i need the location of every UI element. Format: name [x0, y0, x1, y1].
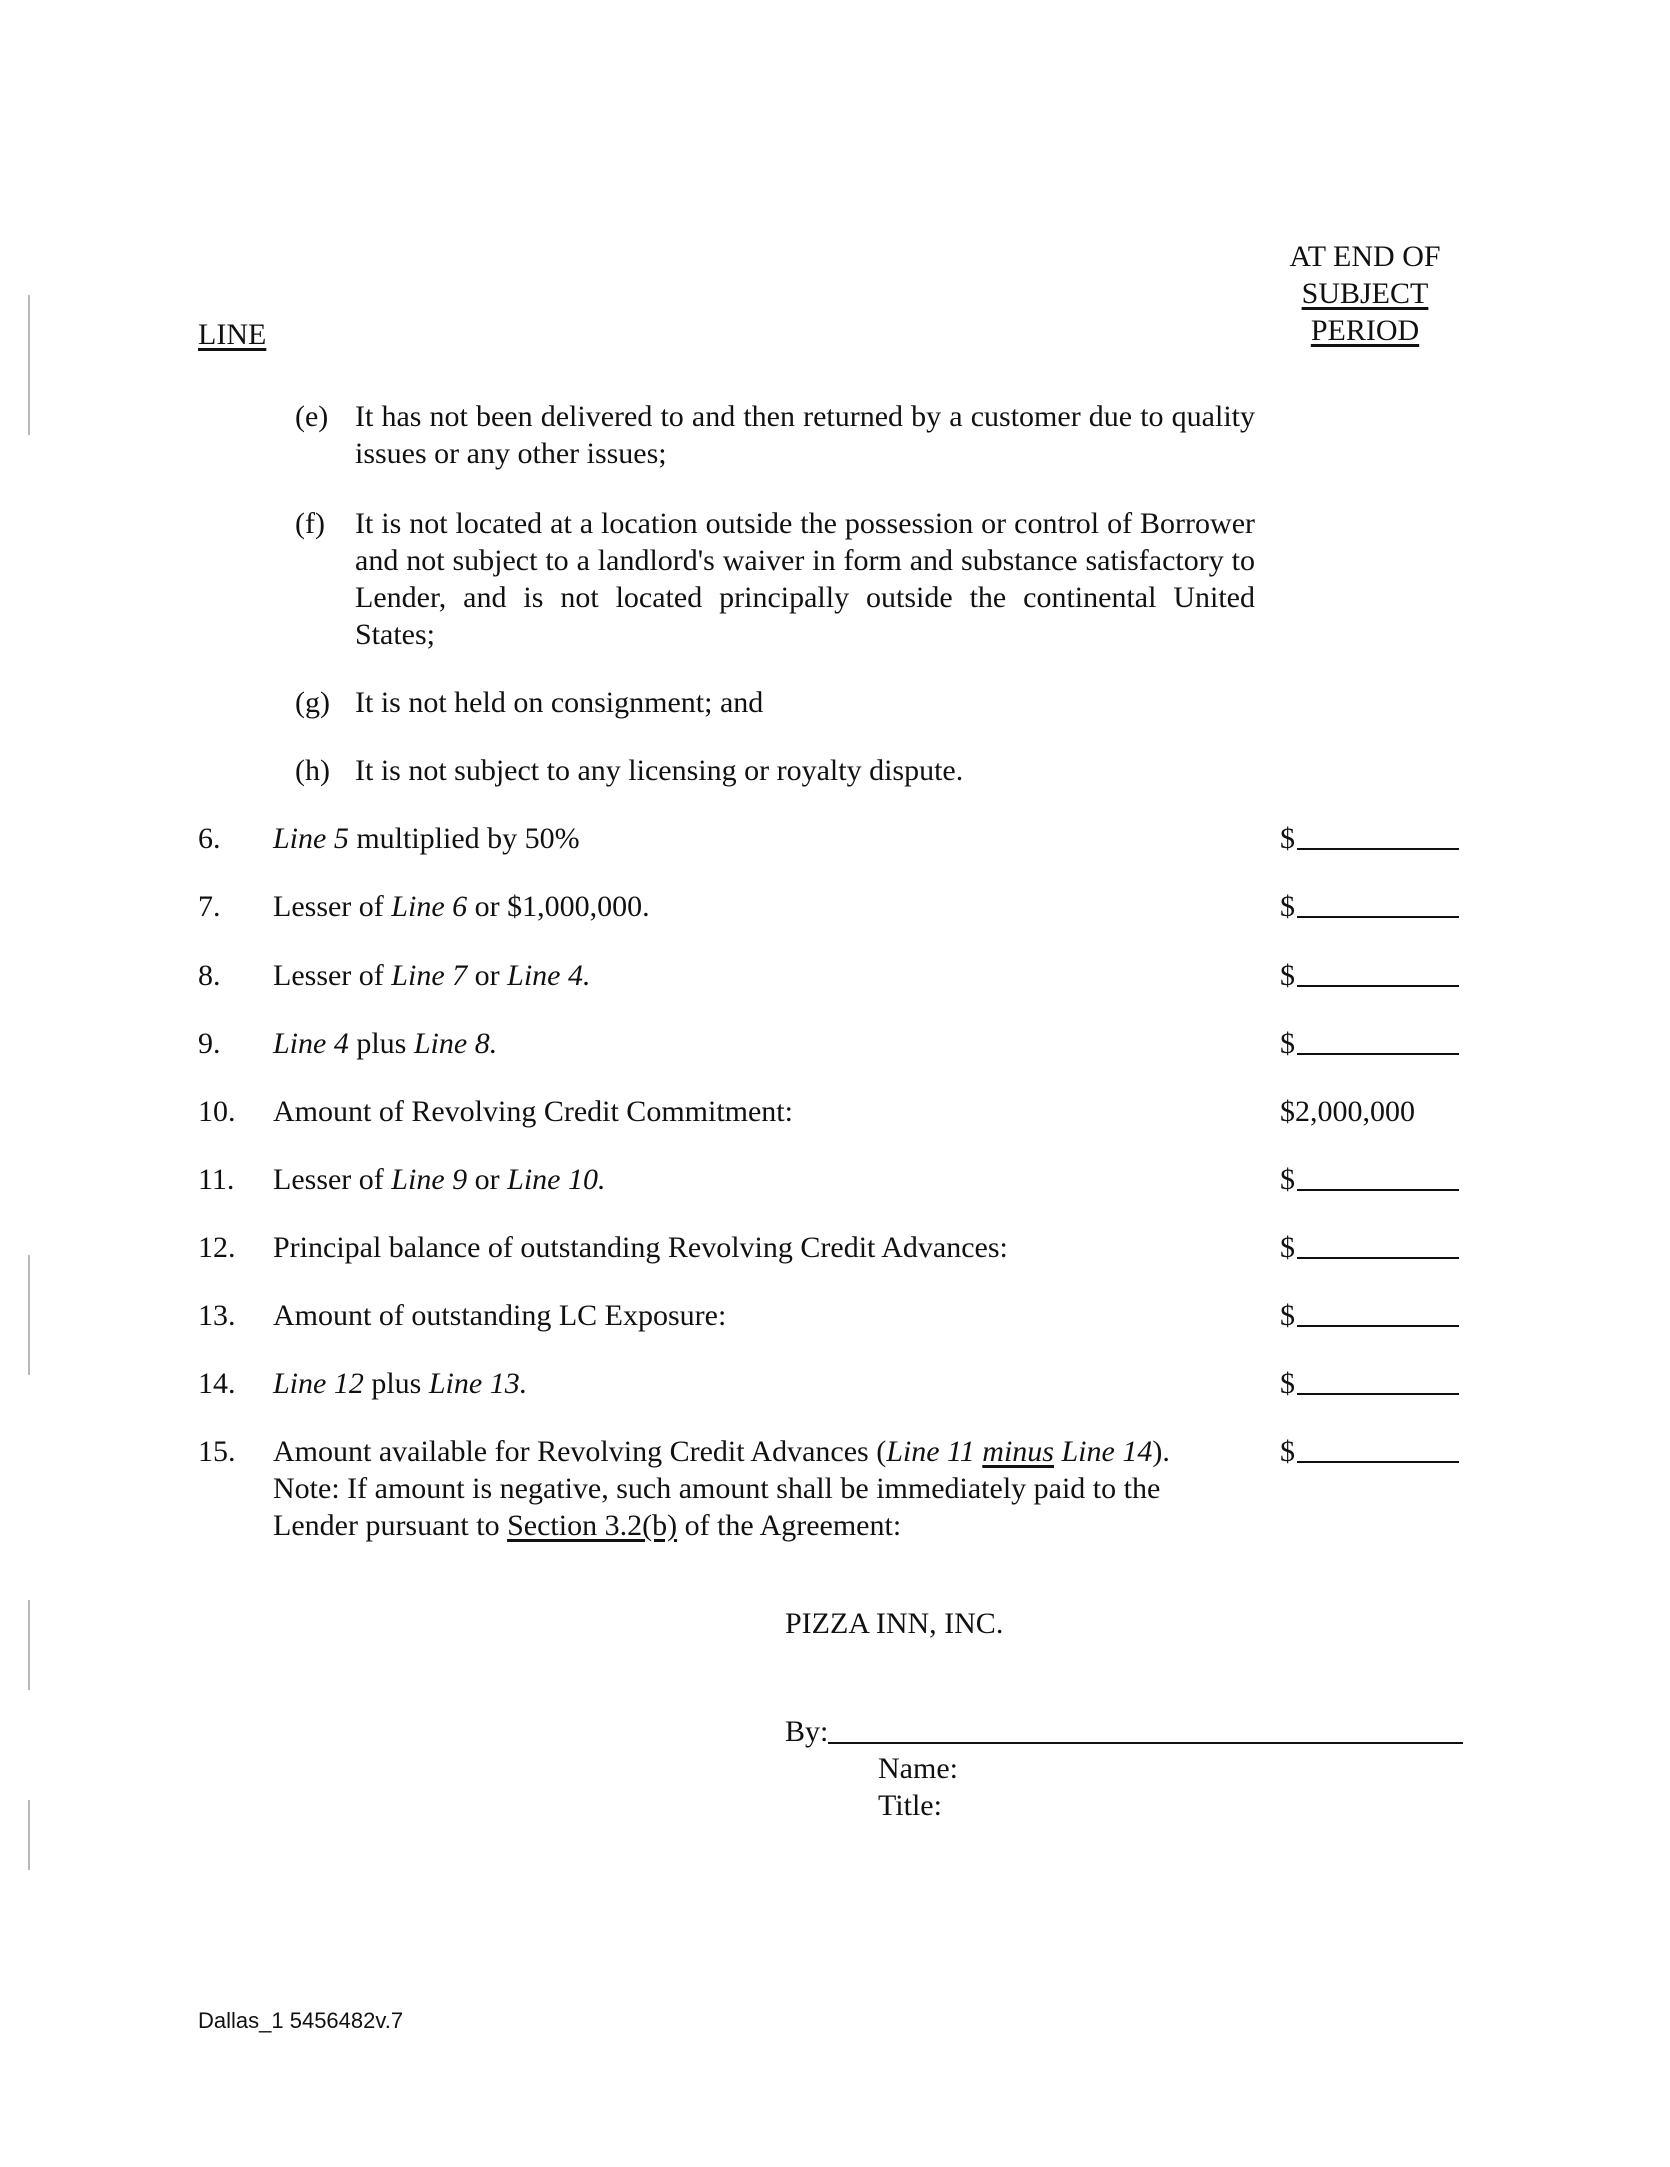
line-number: 9. — [198, 1027, 221, 1060]
sub-item-text: It is not subject to any licensing or royalty dispute. — [355, 754, 964, 787]
line-description: Amount of outstanding LC Exposure: — [273, 1299, 727, 1332]
line-description: Line 5 multiplied by 50% — [273, 822, 580, 855]
scan-margin-mark — [28, 1800, 30, 1870]
signature-by-row — [785, 1713, 1463, 1750]
line-number: 8. — [198, 959, 221, 992]
line-description: Principal balance of outstanding Revolving Credit Advances: — [273, 1231, 1008, 1264]
line-number: 6. — [198, 822, 221, 855]
amount-field[interactable]: $ — [1280, 820, 1459, 857]
name-label: Name: — [878, 1752, 958, 1785]
amount-field[interactable]: $ — [1280, 957, 1459, 994]
line-heading: LINE — [198, 318, 267, 351]
scan-margin-mark — [28, 295, 30, 435]
sub-item-text: It is not held on consignment; and — [355, 686, 764, 719]
signature-line[interactable] — [828, 1714, 1463, 1744]
scan-margin-mark — [28, 1600, 30, 1690]
amount-field[interactable]: $ — [1280, 888, 1459, 925]
amount-field[interactable]: $ — [1280, 1297, 1459, 1334]
company-name: PIZZA INN, INC. — [785, 1607, 1004, 1640]
line-description: Lesser of Line 6 or $1,000,000. — [273, 890, 650, 923]
line-description: Line 12 plus Line 13. — [273, 1367, 528, 1400]
sub-item-label: (f) — [295, 507, 325, 540]
sub-item-text: It has not been delivered to and then returned by a customer due to quality issues or any other issues; — [355, 400, 1255, 470]
line-description: Amount available for Revolving Credit Advances (Line 11 minus Line 14). Note: If amount is negative, such amount shall be immediately paid to the Lender pursuant to Section 3.2(b) of the Agreement: — [273, 1435, 1170, 1542]
line-number: 15. — [198, 1435, 236, 1468]
column-heading — [1265, 238, 1465, 349]
line-number: 14. — [198, 1367, 236, 1400]
by-label: By: — [785, 1715, 829, 1748]
line-description: Line 4 plus Line 8. — [273, 1027, 498, 1060]
title-label: Title: — [878, 1789, 942, 1822]
scan-margin-mark — [28, 1255, 30, 1375]
line-number: 12. — [198, 1231, 236, 1264]
amount-field[interactable]: $ — [1280, 1229, 1459, 1266]
line-number: 11. — [198, 1163, 235, 1196]
amount-field[interactable]: $ — [1280, 1025, 1459, 1062]
line-description: Amount of Revolving Credit Commitment: — [273, 1095, 793, 1128]
amount-field[interactable]: $ — [1280, 1433, 1459, 1470]
sub-item-label: (h) — [295, 754, 330, 787]
line-number: 10. — [198, 1095, 236, 1128]
line-description: Lesser of Line 7 or Line 4. — [273, 959, 591, 992]
amount-field[interactable]: $ — [1280, 1365, 1459, 1402]
column-heading-line-3: PERIOD — [1310, 314, 1420, 347]
sub-item-label: (g) — [295, 686, 330, 719]
line-number: 7. — [198, 890, 221, 923]
document-id-footer: Dallas_1 5456482v.7 — [198, 2008, 404, 2033]
line-description: Lesser of Line 9 or Line 10. — [273, 1163, 606, 1196]
line-number: 13. — [198, 1299, 236, 1332]
sub-item-label: (e) — [295, 400, 329, 433]
sub-item-text: It is not located at a location outside the possession or control of Borrower and not subject to a landlord's waiver in form and substance satisfactory to Lender, and is not located principally outside the continental United States; — [355, 507, 1255, 651]
column-heading-line-1: AT END OF — [1289, 240, 1441, 273]
amount-field[interactable]: $ — [1280, 1161, 1459, 1198]
column-heading-line-2: SUBJECT — [1301, 277, 1429, 310]
amount-value: $2,000,000 — [1280, 1095, 1415, 1128]
